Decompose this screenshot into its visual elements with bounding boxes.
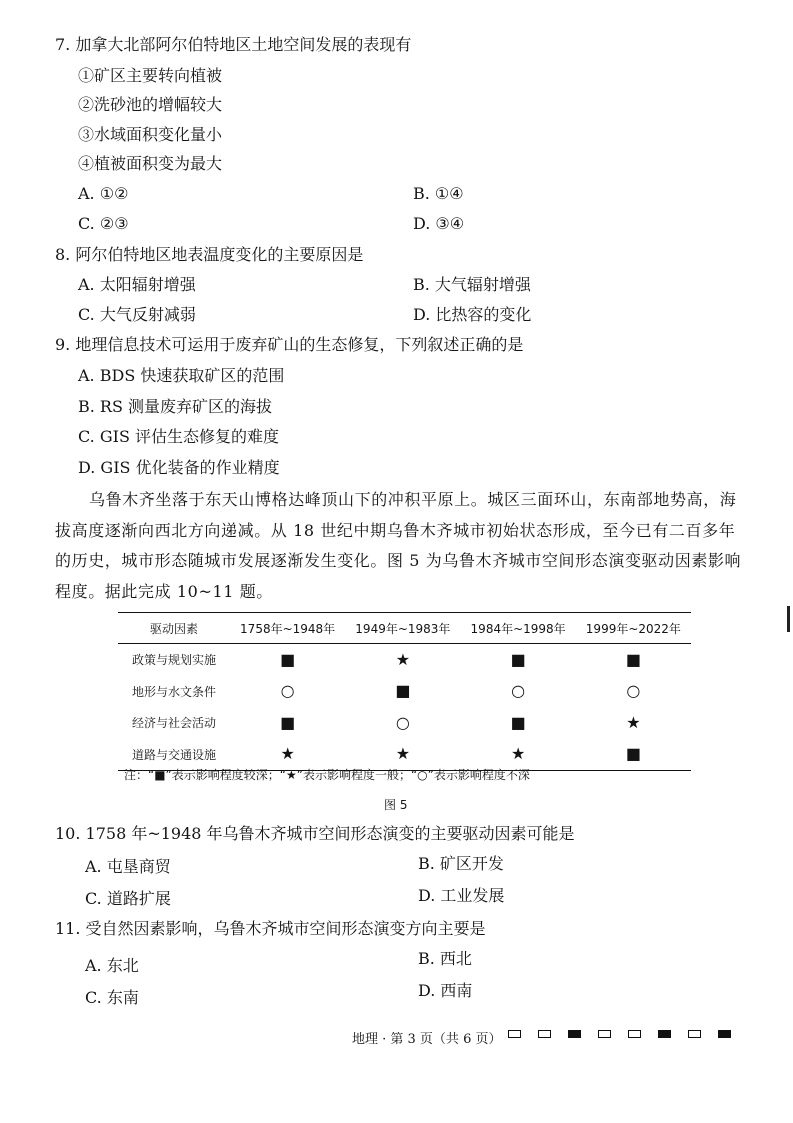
q7-stem: 7. 加拿大北部阿尔伯特地区土地空间发展的表现有 — [55, 35, 412, 54]
q10-option-d[interactable]: D. 工业发展 — [418, 886, 505, 905]
q8-option-a[interactable]: A. 太阳辐射增强 — [78, 275, 196, 294]
figure-5-table — [118, 612, 691, 771]
q11-option-d[interactable]: D. 西南 — [418, 981, 473, 1000]
q7-item-4: ④植被面积变为最大 — [78, 154, 223, 173]
impact-symbol: ■ — [280, 649, 296, 669]
q10-option-c[interactable]: C. 道路扩展 — [85, 889, 171, 908]
impact-symbol: ■ — [395, 681, 411, 701]
q11-option-a[interactable]: A. 东北 — [85, 956, 139, 975]
table-header-period-3: 1984年~1998年 — [461, 613, 576, 644]
q7-option-c[interactable]: C. ②③ — [78, 214, 129, 233]
impact-symbol: ★ — [395, 649, 411, 669]
impact-symbol: ■ — [280, 712, 296, 732]
registration-mark — [538, 1030, 551, 1038]
registration-mark — [508, 1030, 521, 1038]
table-header-period-1: 1758年~1948年 — [230, 613, 345, 644]
q8-option-c[interactable]: C. 大气反射减弱 — [78, 305, 196, 324]
registration-mark — [568, 1030, 581, 1038]
q10-stem: 10. 1758 年~1948 年乌鲁木齐城市空间形态演变的主要驱动因素可能是 — [55, 824, 575, 843]
impact-symbol: ○ — [280, 681, 295, 701]
table-header-row — [118, 613, 691, 644]
passage-text: 乌鲁木齐坐落于东天山博格达峰顶山下的冲积平原上。城区三面环山，东南部地势高，海拔高度逐渐向西北方向递减。从 18 世纪中期乌鲁木齐城市初始状态形成，至今已有二百多年的历史，城市形态随城市发展逐渐发生变化。图 5 为乌鲁木齐城市空间形态演变驱动因素影响程度。据此完成 10~11 题。 — [55, 490, 742, 601]
table-header-period-2: 1949年~1983年 — [345, 613, 460, 644]
registration-mark — [628, 1030, 641, 1038]
table-note: 注：“■”表示影响程度较深；“★”表示影响程度一般；“○”表示影响程度不深 — [124, 768, 530, 782]
q7-option-a[interactable]: A. ①② — [78, 184, 129, 203]
impact-symbol: ○ — [511, 681, 526, 701]
impact-symbol: ★ — [626, 712, 641, 732]
impact-symbol: ○ — [395, 712, 410, 732]
registration-mark — [598, 1030, 611, 1038]
impact-symbol: ■ — [625, 744, 641, 764]
q8-option-d[interactable]: D. 比热容的变化 — [413, 305, 532, 324]
table-header-factor: 驱动因素 — [118, 613, 230, 644]
q9-option-a[interactable]: A. BDS 快速获取矿区的范围 — [78, 366, 285, 385]
q7-item-3: ③水域面积变化量小 — [78, 125, 223, 144]
q9-stem: 9. 地理信息技术可运用于废弃矿山的生态修复，下列叙述正确的是 — [55, 335, 524, 354]
q10-option-b[interactable]: B. 矿区开发 — [418, 854, 504, 873]
figure-caption: 图 5 — [384, 798, 408, 812]
q9-option-d[interactable]: D. GIS 优化装备的作业精度 — [78, 458, 280, 477]
impact-symbol: ★ — [395, 744, 411, 764]
impact-symbol: ■ — [510, 712, 526, 732]
q9-option-b[interactable]: B. RS 测量废弃矿区的海拔 — [78, 397, 273, 416]
row-factor-label: 地形与水文条件 — [131, 684, 216, 699]
scan-edge-mark — [787, 606, 790, 632]
registration-mark — [718, 1030, 731, 1038]
q11-option-b[interactable]: B. 西北 — [418, 949, 472, 968]
q7-option-b[interactable]: B. ①④ — [413, 184, 464, 203]
table-row — [118, 676, 691, 708]
q10-option-a[interactable]: A. 屯垦商贸 — [85, 857, 171, 876]
q7-item-2: ②洗砂池的增幅较大 — [78, 95, 223, 114]
impact-symbol: ○ — [626, 681, 641, 701]
row-factor-label: 经济与社会活动 — [131, 716, 216, 731]
q7-option-d[interactable]: D. ③④ — [413, 214, 465, 233]
registration-mark — [658, 1030, 671, 1038]
page-footer: 地理 · 第 3 页（共 6 页） — [352, 1032, 502, 1047]
q8-stem: 8. 阿尔伯特地区地表温度变化的主要原因是 — [55, 245, 364, 264]
q7-item-1: ①矿区主要转向植被 — [78, 66, 223, 85]
impact-symbol: ■ — [510, 649, 526, 669]
table-header-period-4: 1999年~2022年 — [576, 613, 691, 644]
q11-option-c[interactable]: C. 东南 — [85, 988, 139, 1007]
registration-mark — [688, 1030, 701, 1038]
q8-option-b[interactable]: B. 大气辐射增强 — [413, 275, 531, 294]
impact-symbol: ★ — [280, 744, 295, 764]
impact-symbol: ■ — [625, 649, 641, 669]
table-row — [118, 707, 691, 739]
table-row — [118, 644, 691, 676]
q9-option-c[interactable]: C. GIS 评估生态修复的难度 — [78, 427, 279, 446]
passage — [55, 485, 745, 607]
row-factor-label: 道路与交通设施 — [118, 739, 230, 771]
row-factor-label: 政策与规划实施 — [131, 653, 216, 668]
impact-symbol: ★ — [510, 744, 526, 764]
q11-stem: 11. 受自然因素影响，乌鲁木齐城市空间形态演变方向主要是 — [55, 919, 486, 938]
